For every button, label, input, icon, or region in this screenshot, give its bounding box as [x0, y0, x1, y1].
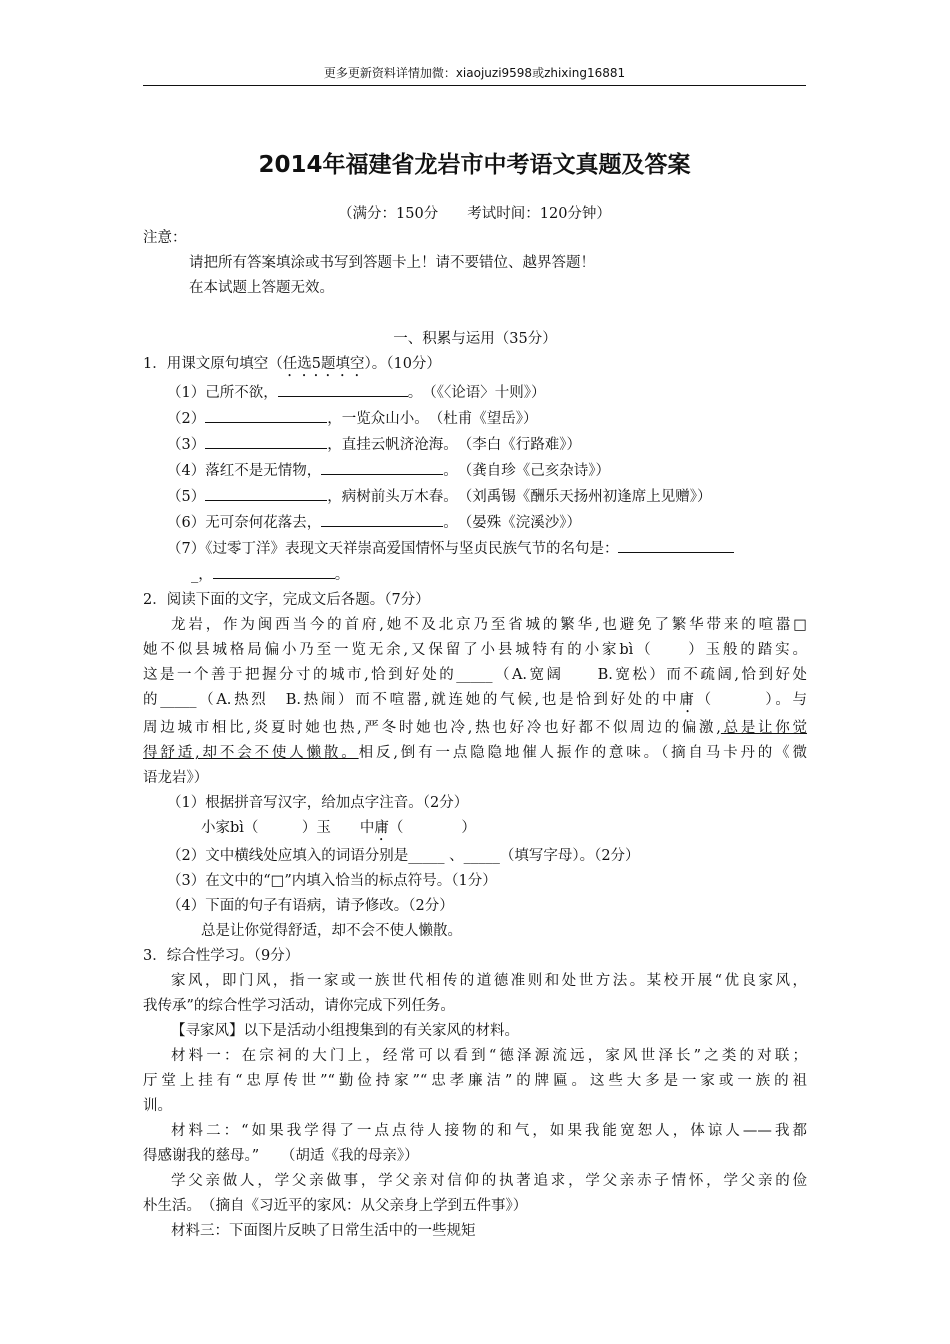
answer-blank[interactable]: [213, 562, 335, 579]
notice-line: 请把所有答案填涂或书写到答题卡上！请不要错位、越界答题！: [189, 255, 595, 271]
passage-line: 这是一个善于把握分寸的城市,恰到好处的_____（A.宽阔 B.宽松）而不疏阔,恰到好处: [143, 667, 807, 683]
answer-blank[interactable]: [278, 380, 408, 397]
q1-item: （6）无可奈何花落去， 。 （晏殊《浣溪沙》）: [143, 510, 807, 536]
material-line: 训。: [143, 1098, 172, 1114]
question-3-stem: 3．综合性学习。（9分）: [143, 948, 300, 964]
q1-item: （7）《过零丁洋》表现文天祥崇高爱国情怀与坚贞民族气节的名句是：: [143, 536, 807, 562]
q2-sub-sentence: 总是让你觉得舒适，却不会不使人懒散。: [201, 923, 462, 939]
passage-line: 龙岩，作为闽西当今的首府,她不及北京乃至省城的繁华,也避免了繁华带来的喧嚣□: [171, 617, 807, 633]
q1-item: （4）落红不是无情物， 。 （龚自珍《己亥杂诗》）: [143, 458, 807, 484]
exam-content: [143, 226, 807, 1244]
q1-item: （5） ，病树前头万木春。 （刘禹锡《酬乐天扬州初逢席上见赠》）: [143, 484, 807, 510]
question-2-stem: 2．阅读下面的文字，完成文后各题。（7分）: [143, 592, 430, 608]
page-title: 2014年福建省龙岩市中考语文真题及答案: [258, 152, 691, 178]
material-line: 材料二：“如果我学得了一点点待人接物的和气，如果我能宽恕人，体谅人——我都: [171, 1123, 807, 1139]
q2-sub-question: （4）下面的句子有语病，请予修改。（2分）: [167, 898, 454, 914]
material-line: 学父亲做人，学父亲做事，学父亲对信仰的执著追求，学父亲赤子情怀，学父亲的俭: [171, 1173, 807, 1189]
q1-item: （3） ，直挂云帆济沧海。 （李白《行路难》）: [143, 432, 807, 458]
passage-line: 家风，即门风，指一家或一族世代相传的道德准则和处世方法。某校开展“优良家风，: [171, 973, 807, 989]
q1-item: （1）己所不欲， 。 （《〈论语〉十则》）: [143, 380, 807, 406]
emphasis-char: 庸: [679, 692, 697, 708]
exam-info: （满分：150分 考试时间：120分钟）: [338, 206, 611, 222]
answer-blank[interactable]: [618, 536, 734, 553]
q2-sub-question: （2）文中横线处应填入的词语分别是_____ 、_____（填写字母）。（2分）: [167, 848, 640, 864]
answer-blank[interactable]: [321, 510, 443, 527]
q2-sub-answer: 小家bì（ ）玉 中庸（ ）: [201, 820, 476, 836]
q1-item-cont: _， 。: [143, 562, 807, 588]
notice-label: 注意：: [143, 230, 187, 246]
material-line: 厅堂上挂有“忠厚传世”“勤俭持家”“忠孝廉洁”的牌匾。这些大多是一家或一族的祖: [143, 1073, 807, 1089]
notice-line: 在本试题上答题无效。: [189, 280, 334, 296]
underlined-sentence: 总是让你觉: [720, 720, 808, 736]
q2-sub-question: （1）根据拼音写汉字，给加点字注音。（2分）: [167, 795, 469, 811]
passage-line: 的_____（A.热烈 B.热闹）而不喧嚣,就连她的气候,也是恰到好处的中庸（ ）。与: [143, 692, 808, 708]
section-heading: 一、积累与运用（35分）: [393, 331, 557, 347]
underlined-sentence: 得舒适,却不会不使人懒散。: [143, 745, 359, 761]
material-line: 得感谢我的慈母。” （胡适《我的母亲》）: [143, 1148, 419, 1164]
material-line: 材料一：在宗祠的大门上，经常可以看到“德泽源流远，家风世泽长”之类的对联；: [171, 1048, 807, 1064]
passage-line: 【寻家风】以下是活动小组搜集到的有关家风的材料。: [171, 1023, 519, 1039]
answer-blank[interactable]: [205, 406, 327, 423]
passage-line: 我传承”的综合性学习活动，请你完成下列任务。: [143, 998, 455, 1014]
passage-line: 语龙岩》）: [143, 770, 209, 786]
material-line: 朴生活。 （摘自《习近平的家风：从父亲身上学到五件事》）: [143, 1198, 528, 1214]
q1-item: （2） ，一览众山小。 （杜甫《望岳》）: [143, 406, 807, 432]
material-line: 材料三：下面图片反映了日常生活中的一些规矩: [171, 1223, 476, 1239]
emphasis-char: 庸: [374, 820, 389, 836]
q2-sub-question: （3）在文中的“□”内填入恰当的标点符号。（1分）: [167, 873, 497, 889]
answer-blank[interactable]: [205, 432, 327, 449]
passage-line: 周边城市相比,炎夏时她也热,严冬时她也冷,热也好冷也好都不似周边的偏激,总是让你觉: [143, 720, 808, 736]
emphasis-text: 任选5题填空: [282, 356, 365, 372]
answer-blank[interactable]: [321, 458, 443, 475]
question-1-stem: 1．用课文原句填空（任选5题填空）。（10分）: [143, 356, 441, 372]
page-header: 更多更新资料详情加微：xiaojuzi9598或zhixing16881: [143, 64, 806, 86]
answer-blank[interactable]: [205, 484, 327, 501]
passage-line: 她不似县城格局偏小乃至一览无余,又保留了小县城特有的小家bì（ ）玉般的踏实。: [143, 642, 807, 658]
passage-line: 得舒适,却不会不使人懒散。相反,倒有一点隐隐地催人振作的意味。（摘自马卡丹的《微: [143, 745, 808, 761]
